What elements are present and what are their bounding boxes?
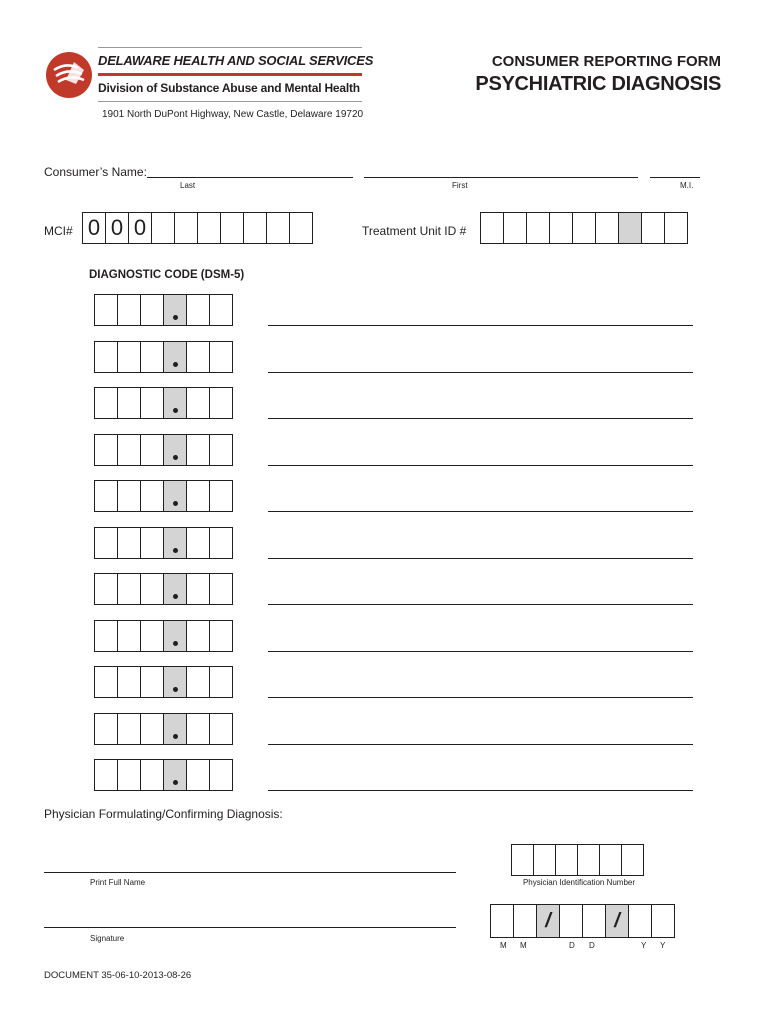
treatment-unit-digit[interactable]	[595, 212, 619, 244]
diagnostic-code-digit[interactable]	[117, 713, 141, 745]
diagnostic-code-digit[interactable]	[117, 294, 141, 326]
address: 1901 North DuPont Highway, New Castle, Delaware 19720	[102, 109, 364, 120]
diagnostic-code-digit[interactable]	[209, 294, 233, 326]
mci-digit-5[interactable]	[174, 212, 198, 244]
division-name: Division of Substance Abuse and Mental Health	[98, 81, 360, 95]
diagnostic-code-digit[interactable]	[94, 620, 118, 652]
signature-field[interactable]	[44, 927, 456, 928]
org-name: DELAWARE HEALTH AND SOCIAL SERVICES	[98, 53, 374, 68]
diagnostic-code-grid	[94, 341, 233, 373]
mci-digit-8[interactable]	[243, 212, 267, 244]
diagnostic-code-digit[interactable]	[117, 573, 141, 605]
diagnostic-decimal-cell	[163, 387, 187, 419]
decimal-point-icon	[173, 548, 178, 553]
diagnostic-code-grid	[94, 620, 233, 652]
diagnostic-code-digit[interactable]	[140, 480, 164, 512]
diagnostic-code-digit[interactable]	[117, 620, 141, 652]
physician-id-digit[interactable]	[555, 844, 578, 876]
date-label-m1: M	[500, 941, 507, 950]
decimal-point-icon	[173, 362, 178, 367]
diagnostic-code-digit[interactable]	[209, 620, 233, 652]
date-label-y2: Y	[660, 941, 666, 950]
diagnostic-decimal-cell	[163, 480, 187, 512]
diagnostic-code-digit[interactable]	[140, 434, 164, 466]
diagnostic-code-digit[interactable]	[117, 341, 141, 373]
diagnostic-code-digit[interactable]	[186, 294, 210, 326]
diagnostic-decimal-cell	[163, 294, 187, 326]
diagnostic-description-field[interactable]	[268, 511, 693, 512]
diagnostic-description-field[interactable]	[268, 697, 693, 698]
treatment-unit-digit[interactable]	[572, 212, 596, 244]
diagnostic-code-digit[interactable]	[209, 527, 233, 559]
treatment-unit-digit[interactable]	[526, 212, 550, 244]
diagnostic-code-digit[interactable]	[94, 387, 118, 419]
diagnostic-code-digit[interactable]	[117, 387, 141, 419]
consumer-name-label: Consumer’s Name:	[44, 165, 147, 179]
date-grid	[490, 904, 675, 938]
mci-digit-9[interactable]	[266, 212, 290, 244]
header-rule-top	[98, 47, 362, 48]
form-title-main: PSYCHIATRIC DIAGNOSIS	[475, 73, 721, 95]
diagnostic-code-grid	[94, 713, 233, 745]
diagnostic-code-digit[interactable]	[186, 527, 210, 559]
diagnostic-code-grid	[94, 294, 233, 326]
diagnostic-code-digit[interactable]	[186, 666, 210, 698]
header-rule-bottom	[98, 101, 362, 102]
diagnostic-code-digit[interactable]	[209, 341, 233, 373]
diagnostic-description-field[interactable]	[268, 325, 693, 326]
diagnostic-code-digit[interactable]	[94, 341, 118, 373]
diagnostic-code-digit[interactable]	[209, 480, 233, 512]
diagnostic-code-digit[interactable]	[94, 759, 118, 791]
mci-digit-1[interactable]: 0	[82, 212, 106, 244]
diagnostic-code-digit[interactable]	[140, 387, 164, 419]
diagnostic-code-digit[interactable]	[186, 434, 210, 466]
treatment-unit-digit[interactable]	[641, 212, 665, 244]
treatment-unit-digit[interactable]	[480, 212, 504, 244]
middle-initial-field[interactable]	[650, 177, 700, 178]
diagnostic-code-digit[interactable]	[186, 573, 210, 605]
middle-initial-label: M.I.	[680, 181, 694, 190]
mci-label: MCI#	[44, 224, 73, 238]
header-rule-red	[98, 73, 362, 76]
date-label-m2: M	[520, 941, 527, 950]
date-month-1[interactable]	[490, 904, 514, 938]
physician-id-grid	[511, 844, 644, 876]
decimal-point-icon	[173, 687, 178, 692]
mci-digit-6[interactable]	[197, 212, 221, 244]
decimal-point-icon	[173, 455, 178, 460]
document-id: DOCUMENT 35-06-10-2013-08-26	[44, 970, 192, 981]
diagnostic-description-field[interactable]	[268, 744, 693, 745]
treatment-unit-grid	[480, 212, 688, 244]
diagnostic-code-digit[interactable]	[94, 480, 118, 512]
diagnostic-decimal-cell	[163, 666, 187, 698]
date-label-y1: Y	[641, 941, 647, 950]
physician-id-digit[interactable]	[511, 844, 534, 876]
mci-digit-7[interactable]	[220, 212, 244, 244]
physician-id-digit[interactable]	[621, 844, 644, 876]
diagnostic-code-digit[interactable]	[94, 713, 118, 745]
diagnostic-description-field[interactable]	[268, 372, 693, 373]
diagnostic-code-digit[interactable]	[209, 713, 233, 745]
diagnostic-code-grid	[94, 527, 233, 559]
date-label-d2: D	[589, 941, 595, 950]
treatment-unit-digit[interactable]	[503, 212, 527, 244]
date-label-d1: D	[569, 941, 575, 950]
diagnostic-code-digit[interactable]	[209, 434, 233, 466]
diagnostic-decimal-cell	[163, 434, 187, 466]
decimal-point-icon	[173, 734, 178, 739]
treatment-unit-separator	[618, 212, 642, 244]
print-name-field[interactable]	[44, 872, 456, 873]
decimal-point-icon	[173, 408, 178, 413]
decimal-point-icon	[173, 780, 178, 785]
diagnostic-code-digit[interactable]	[186, 759, 210, 791]
diagnostic-heading: DIAGNOSTIC CODE (DSM-5)	[89, 269, 245, 281]
treatment-unit-digit[interactable]	[549, 212, 573, 244]
mci-digit-3[interactable]: 0	[128, 212, 152, 244]
diagnostic-code-digit[interactable]	[140, 294, 164, 326]
diagnostic-code-digit[interactable]	[140, 573, 164, 605]
diagnostic-code-digit[interactable]	[117, 480, 141, 512]
diagnostic-description-field[interactable]	[268, 465, 693, 466]
diagnostic-code-digit[interactable]	[140, 713, 164, 745]
diagnostic-decimal-cell	[163, 759, 187, 791]
physician-id-digit[interactable]	[533, 844, 556, 876]
diagnostic-description-field[interactable]	[268, 651, 693, 652]
diagnostic-description-field[interactable]	[268, 558, 693, 559]
diagnostic-code-digit[interactable]	[94, 527, 118, 559]
diagnostic-code-grid	[94, 573, 233, 605]
last-name-field[interactable]	[147, 177, 353, 178]
mci-digit-10[interactable]	[289, 212, 313, 244]
first-name-field[interactable]	[364, 177, 638, 178]
diagnostic-code-digit[interactable]	[209, 387, 233, 419]
date-year-1[interactable]	[628, 904, 652, 938]
diagnostic-code-digit[interactable]	[117, 666, 141, 698]
diagnostic-code-grid	[94, 666, 233, 698]
diagnostic-code-digit[interactable]	[140, 759, 164, 791]
diagnostic-code-grid	[94, 480, 233, 512]
diagnostic-code-digit[interactable]	[117, 527, 141, 559]
mci-digit-4[interactable]	[151, 212, 175, 244]
physician-id-digit[interactable]	[599, 844, 622, 876]
diagnostic-code-digit[interactable]	[209, 573, 233, 605]
diagnostic-code-digit[interactable]	[209, 759, 233, 791]
diagnostic-code-digit[interactable]	[186, 480, 210, 512]
diagnostic-decimal-cell	[163, 573, 187, 605]
diagnostic-code-digit[interactable]	[209, 666, 233, 698]
diagnostic-code-digit[interactable]	[94, 573, 118, 605]
diagnostic-decimal-cell	[163, 620, 187, 652]
date-year-2[interactable]	[651, 904, 675, 938]
physician-id-digit[interactable]	[577, 844, 600, 876]
print-name-label: Print Full Name	[90, 878, 146, 887]
physician-id-label: Physician Identification Number	[522, 878, 636, 887]
dhss-logo-icon	[44, 50, 94, 100]
diagnostic-code-digit[interactable]	[94, 294, 118, 326]
diagnostic-code-digit[interactable]	[186, 620, 210, 652]
decimal-point-icon	[173, 501, 178, 506]
diagnostic-decimal-cell	[163, 341, 187, 373]
last-name-label: Last	[180, 181, 196, 190]
mci-grid	[82, 212, 313, 244]
diagnostic-code-digit[interactable]	[94, 666, 118, 698]
date-separator-1: /	[536, 904, 560, 938]
diagnostic-code-digit[interactable]	[117, 759, 141, 791]
physician-heading: Physician Formulating/Confirming Diagnosis:	[44, 807, 283, 821]
treatment-unit-digit[interactable]	[664, 212, 688, 244]
diagnostic-code-digit[interactable]	[186, 713, 210, 745]
date-month-2[interactable]	[513, 904, 537, 938]
diagnostic-code-grid	[94, 434, 233, 466]
date-day-1[interactable]	[559, 904, 583, 938]
form-title-top: CONSUMER REPORTING FORM	[491, 53, 721, 70]
treatment-unit-label: Treatment Unit ID #	[362, 224, 467, 238]
diagnostic-decimal-cell	[163, 713, 187, 745]
diagnostic-description-field[interactable]	[268, 418, 693, 419]
decimal-point-icon	[173, 315, 178, 320]
date-separator-2: /	[605, 904, 629, 938]
date-day-2[interactable]	[582, 904, 606, 938]
diagnostic-code-digit[interactable]	[140, 620, 164, 652]
diagnostic-code-digit[interactable]	[140, 341, 164, 373]
diagnostic-code-grid	[94, 387, 233, 419]
decimal-point-icon	[173, 594, 178, 599]
diagnostic-code-digit[interactable]	[186, 341, 210, 373]
diagnostic-code-grid	[94, 759, 233, 791]
diagnostic-description-field[interactable]	[268, 604, 693, 605]
first-name-label: First	[452, 181, 468, 190]
mci-digit-2[interactable]: 0	[105, 212, 129, 244]
diagnostic-code-digit[interactable]	[186, 387, 210, 419]
diagnostic-description-field[interactable]	[268, 790, 693, 791]
diagnostic-decimal-cell	[163, 527, 187, 559]
decimal-point-icon	[173, 641, 178, 646]
diagnostic-code-digit[interactable]	[140, 666, 164, 698]
diagnostic-code-digit[interactable]	[140, 527, 164, 559]
diagnostic-code-digit[interactable]	[94, 434, 118, 466]
signature-label: Signature	[90, 934, 125, 943]
diagnostic-code-digit[interactable]	[117, 434, 141, 466]
